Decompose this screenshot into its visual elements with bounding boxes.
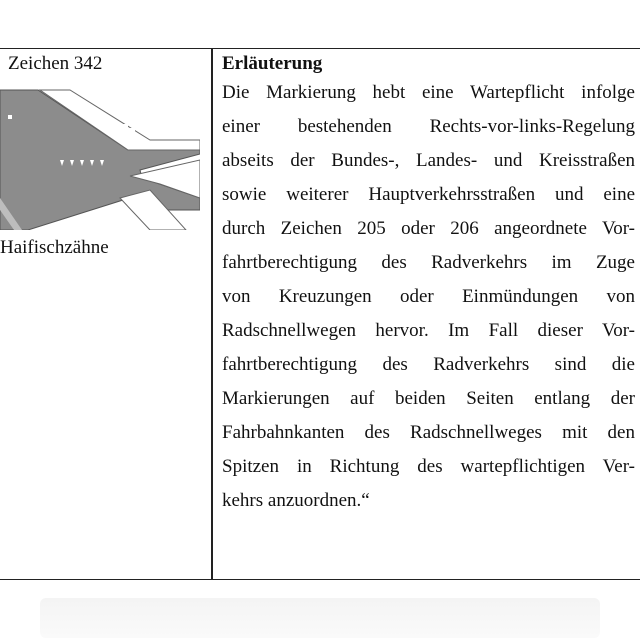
- sign-caption: Haifischzähne: [0, 237, 109, 258]
- text-line: sowie weiterer Hauptverkehrsstraßen und eine: [222, 184, 635, 205]
- text-line: Markierungen auf beiden Seiten entlang der: [222, 388, 635, 409]
- explanation-column: [222, 52, 635, 518]
- text-line: einer bestehenden Rechts-vor-links-Regelung: [222, 116, 635, 137]
- text-line: fahrtberechtigung des Radverkehrs im Zuge: [222, 252, 635, 273]
- text-line: von Kreuzungen oder Einmündungen von: [222, 286, 635, 307]
- column-divider: [211, 48, 213, 580]
- text-line: kehrs anzuordnen.“: [222, 490, 370, 511]
- text-line: Fahrbahnkanten des Radschnellweges mit den: [222, 422, 635, 443]
- text-line: fahrtberechtigung des Radverkehrs sind die: [222, 354, 635, 375]
- text-line: Spitzen in Richtung des wartepflichtigen Ver-: [222, 456, 635, 477]
- text-line: durch Zeichen 205 oder 206 angeordnete Vor-: [222, 218, 635, 239]
- road-junction-marking-icon: [0, 80, 200, 230]
- text-line: Die Markierung hebt eine Wartepflicht infolge: [222, 82, 635, 103]
- text-line: abseits der Bundes-, Landes- und Kreisstraßen: [222, 150, 635, 171]
- explanation-heading: Erläuterung: [222, 53, 323, 74]
- sign-number-label: Zeichen 342: [8, 53, 103, 74]
- text-line: Radschnellwegen hervor. Im Fall dieser Vor-: [222, 320, 635, 341]
- explanation-text: [222, 76, 635, 518]
- page-shadow: [40, 598, 600, 638]
